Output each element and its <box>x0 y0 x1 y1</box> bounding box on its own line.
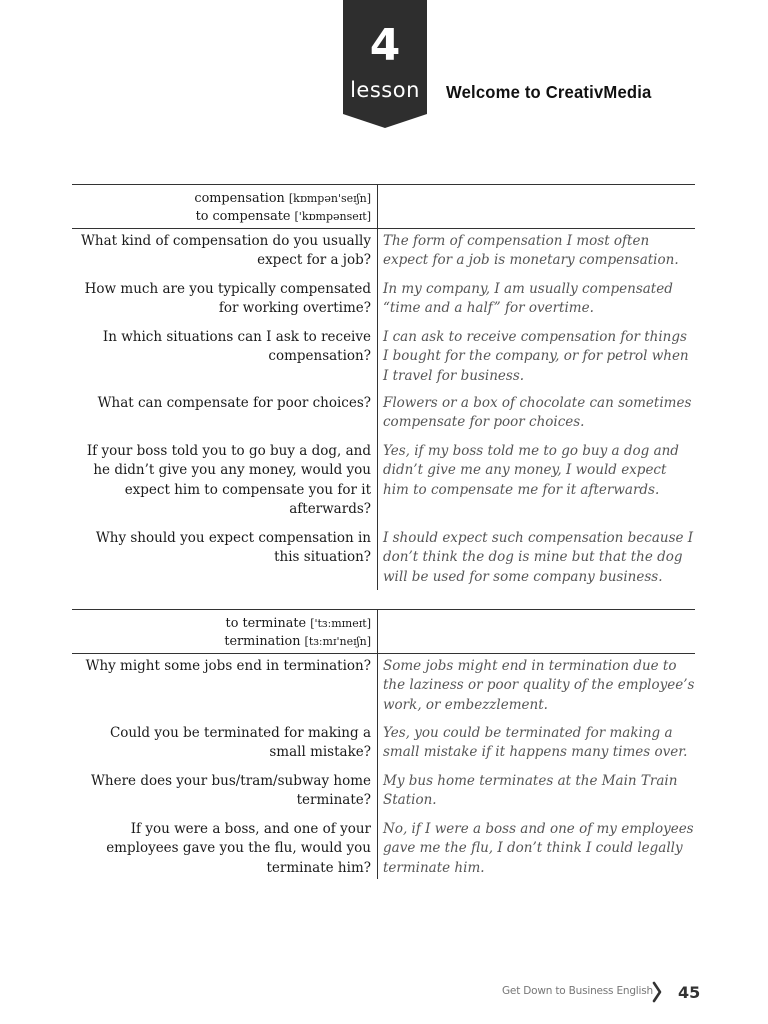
qa-row <box>72 439 695 526</box>
vocab-ipa: [tɜːmɪ'neɪʃn] <box>304 634 371 648</box>
question: Why should you expect compensation in this situation? <box>72 526 378 590</box>
lesson-title: Welcome to CreativMedia <box>446 82 652 102</box>
qa-row <box>72 277 695 325</box>
lesson-label: lesson <box>350 78 420 102</box>
question: In which situations can I ask to receive compensation? <box>72 325 378 391</box>
qa-row <box>72 325 695 391</box>
footer-book-title: Get Down to Business English <box>502 985 653 997</box>
vocab-word: to terminate <box>225 616 307 631</box>
page-number: 45 <box>678 983 701 1002</box>
answer: Flowers or a box of chocolate can sometimes compensate for poor choices. <box>383 395 692 431</box>
question: If you were a boss, and one of your employees gave you the flu, would you terminate him? <box>72 817 378 879</box>
vocab-heading <box>72 185 695 229</box>
answer: The form of compensation I most often expect for a job is monetary compensation. <box>383 233 679 269</box>
vocab-words <box>72 185 378 228</box>
answer: Yes, you could be terminated for making a small mistake if it happens many times over. <box>383 725 688 761</box>
question: How much are you typically compensated for working overtime? <box>72 277 378 325</box>
qa-row <box>72 817 695 879</box>
answer: Some jobs might end in termination due to the laziness or poor quality of the employee’s work, or embezzlement. <box>383 658 695 713</box>
vocab-table-compensation <box>72 184 695 590</box>
vocab-words <box>72 610 378 653</box>
vocab-heading <box>72 610 695 654</box>
answer: No, if I were a boss and one of my employees gave me the flu, I don’t think I could legally terminate him. <box>383 821 694 876</box>
vocab-table-terminate <box>72 609 695 879</box>
answer: Yes, if my boss told me to go buy a dog and didn’t give me any money, I would expect him to compensate me for it afterwards. <box>383 443 679 498</box>
question: Could you be terminated for making a small mistake? <box>72 721 378 769</box>
question: What can compensate for poor choices? <box>72 391 378 439</box>
question: Where does your bus/tram/subway home terminate? <box>72 769 378 817</box>
answer: My bus home terminates at the Main Train Station. <box>383 773 678 809</box>
chevron-right-icon <box>651 980 663 1004</box>
question: What kind of compensation do you usually expect for a job? <box>72 229 378 277</box>
lesson-number: 4 <box>369 20 401 71</box>
vocab-ipa: ['kɒmpənseɪt] <box>294 209 371 223</box>
vocab-word: termination <box>224 633 301 649</box>
vocab-ipa: [kɒmpən'seɪʃn] <box>288 192 371 205</box>
vocab-word: compensation <box>194 191 285 206</box>
vocab-ipa: ['tɜːmɪneɪt] <box>310 617 371 630</box>
question: Why might some jobs end in termination? <box>72 654 378 721</box>
qa-row <box>72 526 695 590</box>
answer: I can ask to receive compensation for things I bought for the company, or for petrol when I travel for business. <box>383 329 689 384</box>
vocab-word: to compensate <box>195 208 291 224</box>
qa-row <box>72 769 695 817</box>
qa-row <box>72 721 695 769</box>
answer: I should expect such compensation because I don’t think the dog is mine but that the dog will be used for some company business. <box>383 530 694 585</box>
question: If your boss told you to go buy a dog, and he didn’t give you any money, would you expect him to compensate you for it afterwards? <box>72 439 378 526</box>
answer: In my company, I am usually compensated “time and a half” for overtime. <box>383 281 673 317</box>
lesson-badge <box>343 0 427 128</box>
qa-row <box>72 654 695 721</box>
qa-row <box>72 229 695 277</box>
qa-row <box>72 391 695 439</box>
